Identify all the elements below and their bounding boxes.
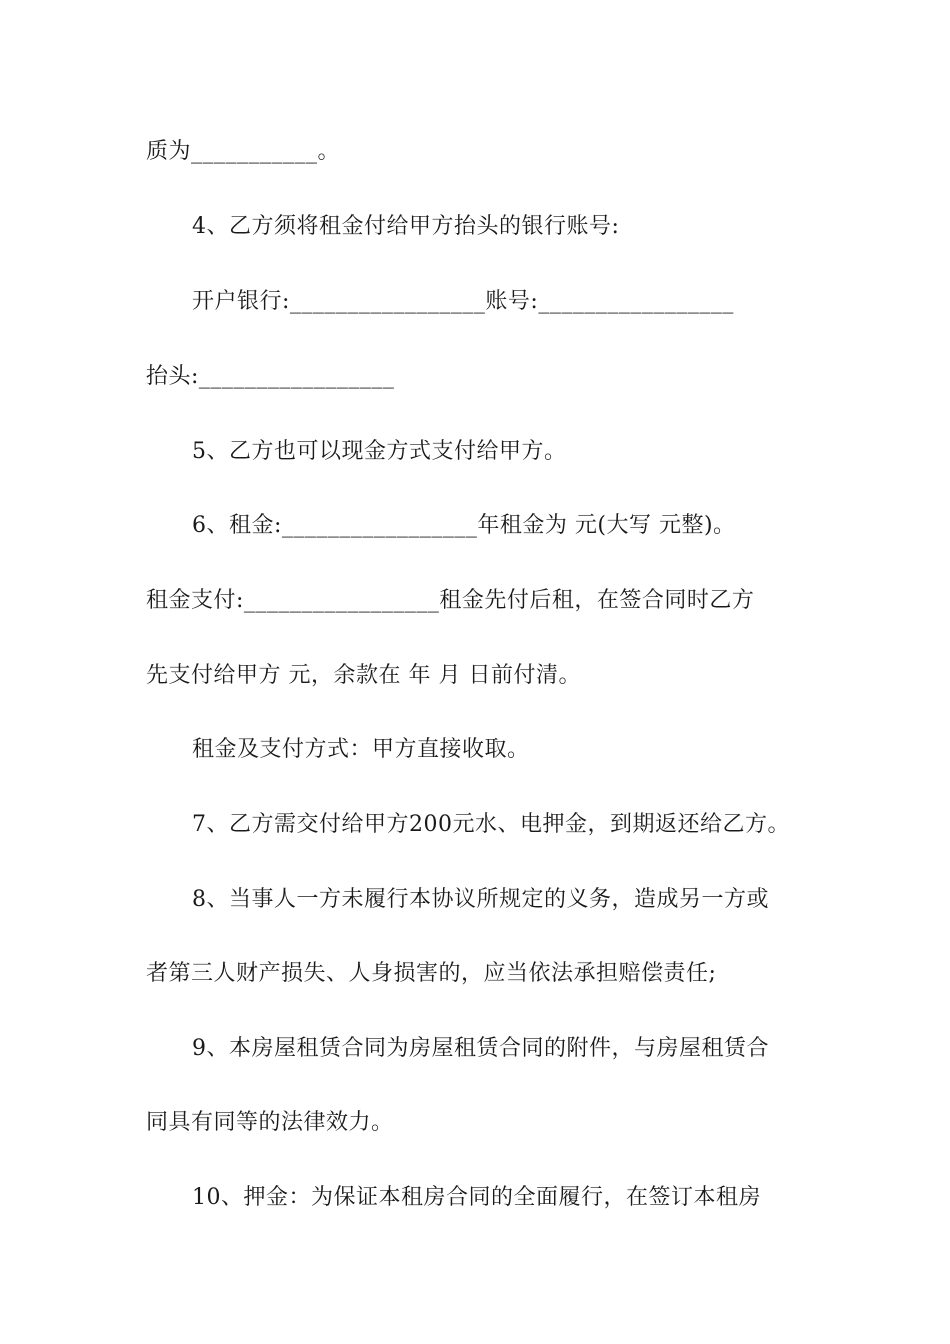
text-line-8: 先支付给甲方 元，余款在 年 月 日前付清。 (146, 663, 581, 688)
text-line-10: 7、乙方需交付给甲方200元水、电押金，到期返还给乙方。 (192, 812, 790, 837)
text-line-2: 4、乙方须将租金付给甲方抬头的银行账号: (192, 214, 620, 239)
text-line-7: 租金支付:_________________租金先付后租，在签合同时乙方 (146, 588, 755, 613)
text-line-12: 者第三人财产损失、人身损害的，应当依法承担赔偿责任; (146, 961, 717, 986)
text-line-1: 质为___________。 (146, 139, 341, 164)
text-line-3: 开户银行:_________________账号:_________________ (192, 289, 734, 314)
text-line-9: 租金及支付方式：甲方直接收取。 (192, 737, 530, 762)
text-line-14: 同具有同等的法律效力。 (146, 1110, 394, 1135)
text-line-13: 9、本房屋租赁合同为房屋租赁合同的附件，与房屋租赁合 (192, 1036, 769, 1061)
text-line-5: 5、乙方也可以现金方式支付给甲方。 (192, 439, 567, 464)
text-line-4: 抬头:_________________ (146, 364, 395, 389)
text-line-15: 10、押金：为保证本租房合同的全面履行，在签订本租房 (192, 1185, 761, 1210)
text-line-6: 6、租金:_________________年租金为 元(大写 元整)。 (192, 513, 736, 538)
text-line-11: 8、当事人一方未履行本协议所规定的义务，造成另一方或 (192, 887, 769, 912)
